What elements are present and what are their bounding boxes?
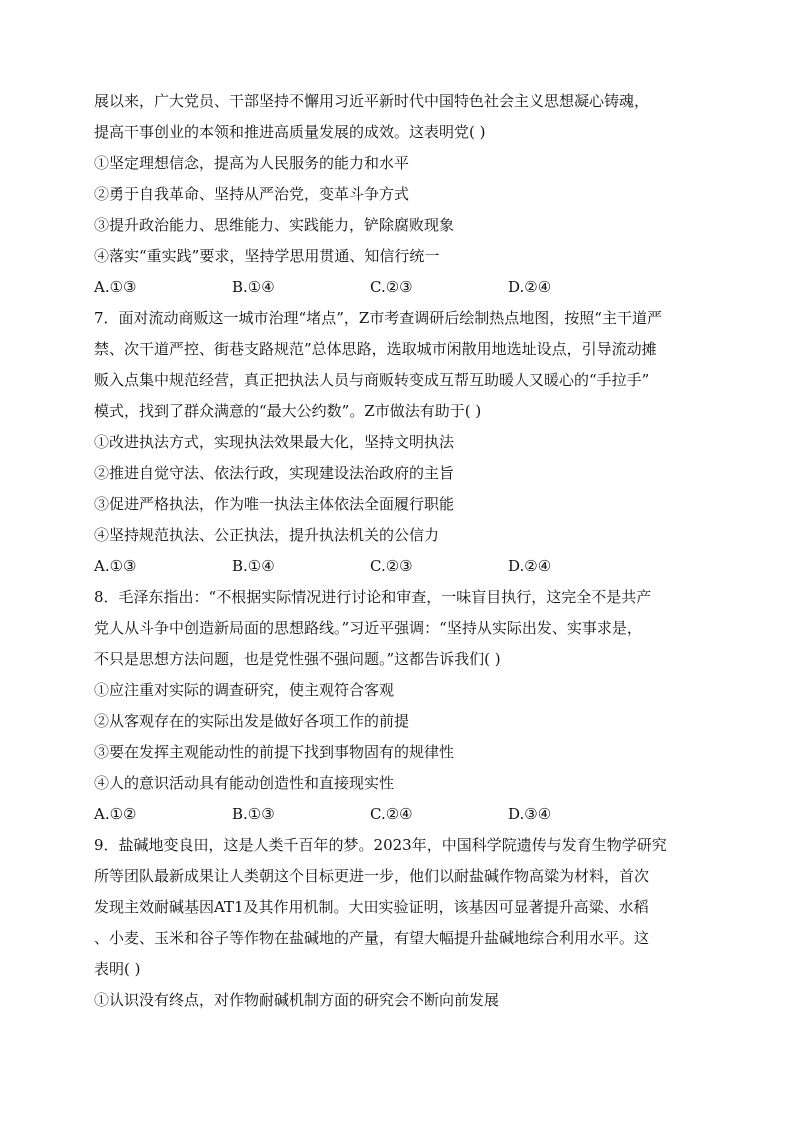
statement: ③要在发挥主观能动性的前提下找到事物固有的规律性 — [94, 743, 455, 761]
question-9 — [94, 830, 704, 1016]
answer-options — [94, 799, 704, 830]
stem-line: 、小麦、玉米和谷子等作物在盐碱地的产量，有望大幅提升盐碱地综合利用水平。这 — [94, 929, 650, 947]
statement: ④落实“重实践”要求，坚持学思用贯通、知信行统一 — [94, 247, 440, 265]
stem-line: 党人从斗争中创造新局面的思想路线。”习近平强调：“坚持从实际出发、实事求是， — [94, 619, 642, 637]
option-c: C.②③ — [370, 557, 413, 575]
option-b: B.①③ — [232, 805, 275, 823]
statement: ③促进严格执法，作为唯一执法主体依法全面履行职能 — [94, 495, 455, 513]
question-7 — [94, 303, 704, 582]
stem-line: 9．盐碱地变良田，这是人类千百年的梦。2023年，中国科学院遗传与发育生物学研究 — [94, 836, 667, 854]
option-a: A.①③ — [94, 557, 137, 575]
statement: ①认识没有终点，对作物耐碱机制方面的研究会不断向前发展 — [94, 991, 500, 1009]
statement: ②勇于自我革命、坚持从严治党，变革斗争方式 — [94, 185, 410, 203]
statement: ②从客观存在的实际出发是做好各项工作的前提 — [94, 712, 410, 730]
option-b: B.①④ — [232, 278, 275, 296]
stem-line: 8．毛泽东指出：“不根据实际情况进行讨论和审查，一味盲目执行，这完全不是共产 — [94, 588, 652, 606]
exam-page — [94, 86, 704, 1016]
option-c: C.②③ — [370, 278, 413, 296]
stem-line: 禁、次干道严控、街巷支路规范”总体思路，选取城市闲散用地选址设点，引导流动摊 — [94, 340, 657, 358]
answer-options — [94, 551, 704, 582]
option-d: D.②④ — [508, 278, 552, 296]
statement: ①坚定理想信念，提高为人民服务的能力和水平 — [94, 154, 410, 172]
stem-line: 提高干事创业的本领和推进高质量发展的成效。这表明党( ) — [94, 123, 486, 141]
option-a: A.①③ — [94, 278, 137, 296]
option-c: C.②④ — [370, 805, 413, 823]
stem-line: 表明( ) — [94, 960, 141, 978]
question-6-continuation — [94, 86, 704, 303]
statement: ④人的意识活动具有能动创造性和直接现实性 — [94, 774, 395, 792]
statement: ②推进自觉守法、依法行政，实现建设法治政府的主旨 — [94, 464, 455, 482]
stem-line: 7．面对流动商贩这一城市治理“堵点”，Z市考查调研后绘制热点地图，按照“主干道严 — [94, 309, 662, 327]
statement: ③提升政治能力、思维能力、实践能力，铲除腐败现象 — [94, 216, 455, 234]
statement: ①应注重对实际的调查研究，使主观符合客观 — [94, 681, 395, 699]
answer-options — [94, 272, 704, 303]
option-a: A.①② — [94, 805, 137, 823]
option-b: B.①④ — [232, 557, 275, 575]
option-d: D.②④ — [508, 557, 552, 575]
statement: ④坚持规范执法、公正执法，提升执法机关的公信力 — [94, 526, 440, 544]
stem-line: 不只是思想方法问题，也是党性强不强问题。”这都告诉我们( ) — [94, 650, 501, 668]
stem-line: 模式，找到了群众满意的“最大公约数”。Z市做法有助于( ) — [94, 402, 482, 420]
stem-line: 所等团队最新成果让人类朝这个目标更进一步，他们以耐盐碱作物高粱为材料，首次 — [94, 867, 650, 885]
stem-line: 贩入点集中规范经营，真正把执法人员与商贩转变成互帮互助暖人又暖心的“手拉手” — [94, 371, 650, 389]
question-8 — [94, 582, 704, 830]
option-d: D.③④ — [508, 805, 552, 823]
stem-line: 展以来，广大党员、干部坚持不懈用习近平新时代中国特色社会主义思想凝心铸魂， — [94, 92, 650, 110]
statement: ①改进执法方式，实现执法效果最大化，坚持文明执法 — [94, 433, 455, 451]
stem-line: 发现主效耐碱基因AT1及其作用机制。大田实验证明，该基因可显著提升高粱、水稻 — [94, 898, 649, 916]
